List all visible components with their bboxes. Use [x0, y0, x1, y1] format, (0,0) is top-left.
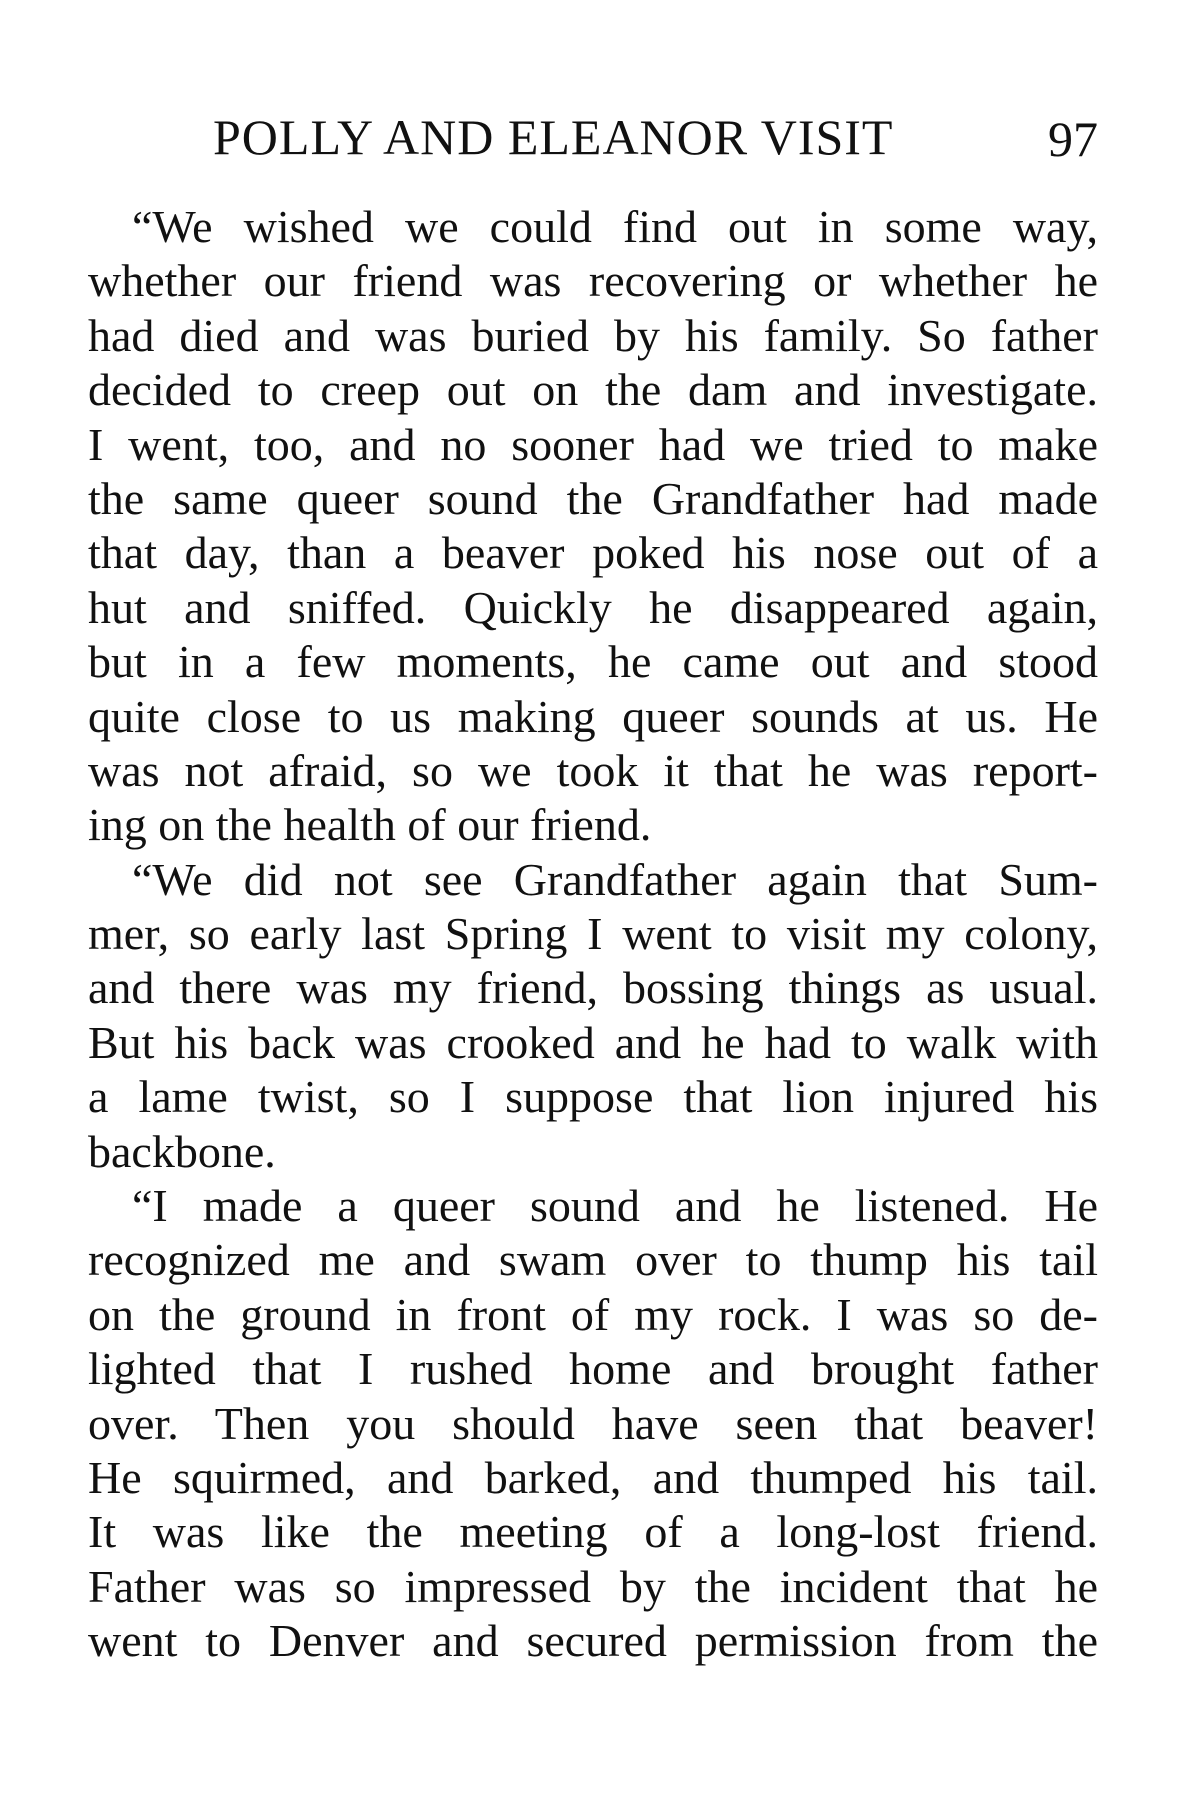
text-line: a lame twist, so I suppose that lion injured his [88, 1071, 1098, 1123]
text-line: hut and sniffed. Quickly he disappeared again, [88, 581, 1098, 633]
text-line: backbone. [88, 1125, 276, 1177]
text-line: mer, so early last Spring I went to visit my colony, [88, 908, 1098, 960]
text-line: He squirmed, and barked, and thumped his tail. [88, 1451, 1098, 1503]
text-line: But his back was crooked and he had to walk with [88, 1016, 1098, 1068]
body-text [88, 200, 1098, 1669]
text-line: quite close to us making queer sounds at us. He [88, 690, 1098, 742]
text-line: “We wished we could find out in some way, [132, 201, 1098, 252]
text-line: lighted that I rushed home and brought father [88, 1343, 1098, 1395]
text-line: whether our friend was recovering or whether he [88, 255, 1098, 307]
text-line: ing on the health of our friend. [88, 799, 652, 851]
text-line: It was like the meeting of a long-lost friend. [88, 1506, 1098, 1558]
text-line: recognized me and swam over to thump his tail [88, 1234, 1098, 1286]
text-line: “I made a queer sound and he listened. He [132, 1180, 1098, 1232]
text-line: but in a few moments, he came out and stood [88, 636, 1098, 688]
text-line: that day, than a beaver poked his nose out of a [88, 527, 1098, 579]
paragraph-2 [88, 853, 1098, 1179]
text-line: I went, too, and no sooner had we tried to make [88, 418, 1098, 470]
page-number: 97 [1048, 111, 1098, 167]
text-line: decided to creep out on the dam and investigate. [88, 364, 1098, 416]
text-line: the same queer sound the Grandfather had made [88, 472, 1098, 524]
text-line: went to Denver and secured permission from the [88, 1615, 1098, 1667]
text-line: on the ground in front of my rock. I was so de- [88, 1288, 1098, 1340]
text-line: over. Then you should have seen that beaver! [88, 1397, 1098, 1449]
text-line: had died and was buried by his family. So father [88, 309, 1098, 361]
running-title: POLLY AND ELEANOR VISIT [213, 109, 894, 165]
text-line: Father was so impressed by the incident that he [88, 1560, 1098, 1612]
paragraph-1 [88, 200, 1098, 853]
text-line: “We did not see Grandfather again that Sum- [132, 853, 1098, 905]
running-head [88, 108, 1098, 168]
text-line: and there was my friend, bossing things as usual. [88, 962, 1098, 1014]
paragraph-3 [88, 1179, 1098, 1669]
text-line: was not afraid, so we took it that he was report- [88, 744, 1098, 796]
